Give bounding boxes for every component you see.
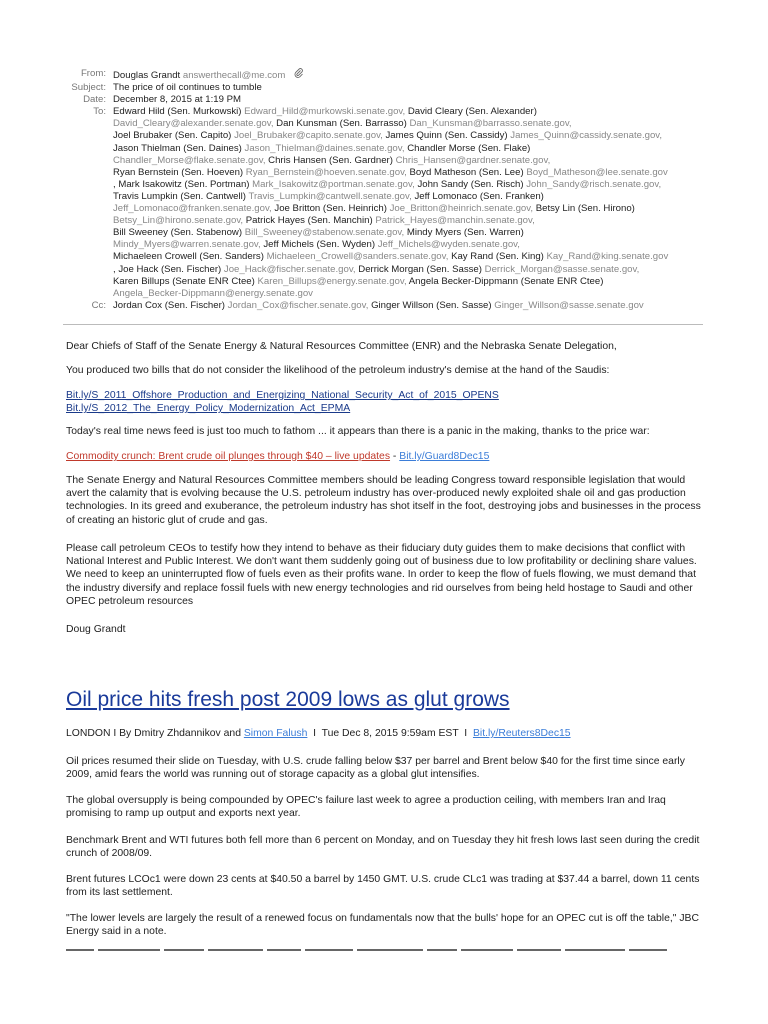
recipient-name[interactable]: Jordan Cox (Sen. Fischer) <box>113 299 225 311</box>
cc-row <box>0 300 768 312</box>
article-paragraph-1: Oil prices resumed their slide on Tuesday, with U.S. crude falling below $37 per barrel and Brent below $40 for the first time since early 2009, amid fears the world was running out of storage capacity as a global glut intensifies. <box>66 756 685 781</box>
recipient-name[interactable]: Jeff Lomonaco (Sen. Franken) <box>414 190 544 202</box>
cc-recipient-list <box>113 300 713 312</box>
article-paragraph-5: "The lower levels are largely the result of a renewed focus on fundamentals now that the bulls' hope for an OPEC cut is off the table," JBC Energy said in a note. <box>66 913 699 938</box>
recipient-name[interactable]: John Sandy (Sen. Risch) <box>417 178 524 190</box>
recipient-email[interactable]: Mark_Isakowitz@portman.senate.gov, <box>252 178 415 190</box>
recipient-name[interactable]: Patrick Hayes (Sen. Manchin) <box>245 215 373 227</box>
recipient-name[interactable]: Kay Rand (Sen. King) <box>451 251 544 263</box>
subject-text: The price of oil continues to tumble <box>113 82 262 94</box>
recipient-email[interactable]: Kay_Rand@king.senate.gov <box>546 251 669 263</box>
recipient-line <box>113 288 713 300</box>
subject-label: Subject: <box>71 82 106 94</box>
paperclip-icon[interactable] <box>294 68 304 81</box>
recipient-line <box>113 155 713 167</box>
recipient-email[interactable]: Mindy_Myers@warren.senate.gov, <box>113 239 261 251</box>
recipient-line <box>113 276 713 288</box>
recipient-email[interactable]: Karen_Billups@energy.senate.gov, <box>257 275 407 287</box>
recipient-name[interactable]: Joe Britton (Sen. Heinrich) <box>274 203 387 215</box>
bill-link-epma[interactable]: Bit.ly/S_2012_The_Energy_Policy_Modernization_Act_EPMA <box>66 403 351 415</box>
from-email[interactable]: answerthecall@me.com <box>182 70 286 81</box>
recipient-line <box>113 179 713 191</box>
bill-link-opens[interactable]: Bit.ly/S_2011_Offshore_Production_and_Energizing_National_Security_Act_of_2015_OPENS <box>66 390 499 401</box>
recipient-email[interactable]: Joel_Brubaker@capito.senate.gov, <box>234 130 383 142</box>
recipient-name[interactable]: Michaeleen Crowell (Sen. Sanders) <box>113 251 264 263</box>
recipient-name[interactable]: Angela Becker-Dippmann (Senate ENR Ctee) <box>408 275 604 287</box>
recipient-email[interactable]: Ginger_Willson@sasse.senate.gov <box>494 299 644 311</box>
recipient-line <box>113 227 713 239</box>
cc-label: Cc: <box>91 299 106 311</box>
to-row <box>0 106 768 300</box>
date-label: Date: <box>83 94 106 106</box>
header-divider <box>63 324 703 325</box>
recipient-email[interactable]: Chris_Hansen@gardner.senate.gov, <box>395 154 551 166</box>
recipient-line <box>113 167 713 179</box>
recipient-email[interactable]: Ryan_Bernstein@hoeven.senate.gov, <box>245 166 407 178</box>
email-header <box>0 68 768 312</box>
recipient-email[interactable]: Edward_Hild@murkowski.senate.gov, <box>244 106 406 118</box>
recipient-name[interactable]: Karen Billups (Senate ENR Ctee) <box>113 275 255 287</box>
byline-short-link[interactable]: Bit.ly/Reuters8Dec15 <box>472 728 571 739</box>
paragraph-ceos: Please call petroleum CEOs to testify how they intend to behave as their fiduciary duty guides them to make decisions that conflict with National Interest and Public Interest. We don't want them suddenly going out of business due to low profitability or declining share values. We need to keep an uninterrupted flow of fuels even as their profits wane. In order to keep the flow of fuels flowing, we must demand that the industry diversify and replace fossil fuels with new energy technologies and rid ourselves from being held hostage to Saudi and other OPEC petroleum resources <box>66 543 697 607</box>
bill-links <box>66 389 706 415</box>
recipient-email[interactable]: Chandler_Morse@flake.senate.gov, <box>113 154 266 166</box>
recipient-name[interactable]: David Cleary (Sen. Alexander) <box>407 106 537 118</box>
recipient-email[interactable]: Joe_Britton@heinrich.senate.gov, <box>389 203 534 215</box>
guardian-short-link[interactable]: Bit.ly/Guard8Dec15 <box>399 451 490 462</box>
article-paragraph-2: The global oversupply is being compounded by OPEC's failure last week to agree a production ceiling, with members Iran and Iraq promising to ramp up output and exports next year. <box>66 795 666 820</box>
recipient-email[interactable]: Jason_Thielman@daines.senate.gov, <box>244 142 405 154</box>
recipient-name[interactable]: Jeff Michels (Sen. Wyden) <box>263 239 376 251</box>
article-paragraph-4: Brent futures LCOc1 were down 23 cents at $40.50 a barrel by 1450 GMT. U.S. crude CLc1 was trading at $37.44 a barrel, down 11 cents from its last settlement. <box>66 874 700 899</box>
recipient-name[interactable]: Dan Kunsman (Sen. Barrasso) <box>276 118 407 130</box>
recipient-email[interactable]: Angela_Becker-Dippmann@energy.senate.gov <box>113 287 313 299</box>
recipient-name[interactable]: Ginger Willson (Sen. Sasse) <box>371 299 492 311</box>
recipient-line <box>113 143 713 155</box>
date-row <box>0 94 768 106</box>
byline-date: I Tue Dec 8, 2015 9:59am EST I <box>307 728 473 739</box>
recipient-email[interactable]: Bill_Sweeney@stabenow.senate.gov, <box>244 227 405 239</box>
recipient-email[interactable]: Jeff_Lomonaco@franken.senate.gov, <box>113 203 272 215</box>
recipient-email[interactable]: Boyd_Matheson@lee.senate.gov <box>526 166 668 178</box>
recipient-name[interactable]: Jason Thielman (Sen. Daines) <box>113 142 242 154</box>
recipient-email[interactable]: David_Cleary@alexander.senate.gov, <box>113 118 274 130</box>
recipient-line <box>113 264 713 276</box>
recipient-name[interactable]: Derrick Morgan (Sen. Sasse) <box>358 263 482 275</box>
recipient-email[interactable]: John_Sandy@risch.senate.gov, <box>526 178 662 190</box>
recipient-line <box>113 203 713 215</box>
from-name[interactable]: Douglas Grandt <box>113 70 181 81</box>
subject-row <box>0 82 768 94</box>
from-row <box>0 68 768 82</box>
signature: Doug Grandt <box>66 624 126 635</box>
recipient-email[interactable]: Joe_Hack@fischer.senate.gov, <box>223 263 356 275</box>
recipient-line <box>113 118 713 130</box>
recipient-line <box>113 239 713 251</box>
recipient-line <box>113 106 713 118</box>
recipient-email[interactable]: Dan_Kunsman@barrasso.senate.gov, <box>409 118 572 130</box>
greeting: Dear Chiefs of Staff of the Senate Energy & Natural Resources Committee (ENR) and the Nebraska Senate Delegation, <box>66 341 617 352</box>
recipient-name[interactable]: Joel Brubaker (Sen. Capito) <box>113 130 232 142</box>
recipient-name[interactable]: , Joe Hack (Sen. Fischer) <box>113 263 222 275</box>
recipient-name[interactable]: Ryan Bernstein (Sen. Hoeven) <box>113 166 244 178</box>
guardian-headline-link[interactable]: Commodity crunch: Brent crude oil plunges through $40 – live updates <box>66 451 391 462</box>
recipient-name[interactable]: Edward Hild (Sen. Murkowski) <box>113 106 242 118</box>
recipient-email[interactable]: Jeff_Michels@wyden.senate.gov, <box>377 239 520 251</box>
paragraph-committee: The Senate Energy and Natural Resources Committee members should be leading Congress toward responsible legislation that would avert the calamity that is evolving because the U.S. petroleum industry has over-produced newly exploited shale oil and gas production technologies. In its greed and exuberance, the petroleum industry has shot itself in the foot, destroying jobs and businesses in the process of creating an historic glut of crude and gas. <box>66 475 701 526</box>
recipient-email[interactable]: Betsy_Lin@hirono.senate.gov, <box>113 215 244 227</box>
recipient-name[interactable]: Chris Hansen (Sen. Gardner) <box>268 154 393 166</box>
recipient-email[interactable]: James_Quinn@cassidy.senate.gov, <box>510 130 663 142</box>
recipient-email[interactable]: Patrick_Hayes@manchin.senate.gov, <box>375 215 535 227</box>
byline-author: LONDON I By Dmitry Zhdannikov and <box>66 728 244 739</box>
to-label: To: <box>93 106 106 118</box>
recipient-name[interactable]: James Quinn (Sen. Cassidy) <box>385 130 508 142</box>
news-separator: - <box>390 451 400 462</box>
article-paragraph-3: Benchmark Brent and WTI futures both fell more than 6 percent on Monday, and on Tuesday they hit fresh lows last seen during the credit crunch of 2008/09. <box>66 835 700 860</box>
article-byline <box>66 728 571 739</box>
recipient-name[interactable]: Chandler Morse (Sen. Flake) <box>407 142 531 154</box>
recipient-name[interactable]: Travis Lumpkin (Sen. Cantwell) <box>113 190 246 202</box>
recipient-name[interactable]: Mindy Myers (Sen. Warren) <box>406 227 524 239</box>
paragraph-news-feed: Today's real time news feed is just too much to fathom ... it appears than there is a panic in the making, thanks to the price war: <box>66 426 650 437</box>
recipient-line <box>113 300 713 312</box>
recipient-email[interactable]: Travis_Lumpkin@cantwell.senate.gov, <box>248 190 412 202</box>
recipient-line <box>113 251 713 263</box>
recipient-name[interactable]: Boyd Matheson (Sen. Lee) <box>409 166 524 178</box>
news-line <box>66 450 706 463</box>
from-label: From: <box>80 68 106 79</box>
recipient-name[interactable]: Betsy Lin (Sen. Hirono) <box>535 203 635 215</box>
recipient-line <box>113 191 713 203</box>
date-text: December 8, 2015 at 1:19 PM <box>113 94 241 106</box>
recipient-email[interactable]: Jordan_Cox@fischer.senate.gov, <box>227 299 369 311</box>
recipient-name[interactable]: , Mark Isakowitz (Sen. Portman) <box>113 178 250 190</box>
recipient-line <box>113 130 713 142</box>
to-recipient-list <box>113 106 713 300</box>
byline-author2-link[interactable]: Simon Falush <box>243 728 308 739</box>
recipient-line <box>113 215 713 227</box>
article-title-link[interactable]: Oil price hits fresh post 2009 lows as glut grows <box>66 688 510 711</box>
recipient-email[interactable]: Michaeleen_Crowell@sanders.senate.gov, <box>266 251 449 263</box>
recipient-name[interactable]: Bill Sweeney (Sen. Stabenow) <box>113 227 243 239</box>
clipped-text-line <box>66 949 706 954</box>
paragraph-bills: You produced two bills that do not consider the likelihood of the petroleum industry's demise at the hand of the Saudis: <box>66 365 610 376</box>
recipient-email[interactable]: Derrick_Morgan@sasse.senate.gov, <box>484 263 640 275</box>
